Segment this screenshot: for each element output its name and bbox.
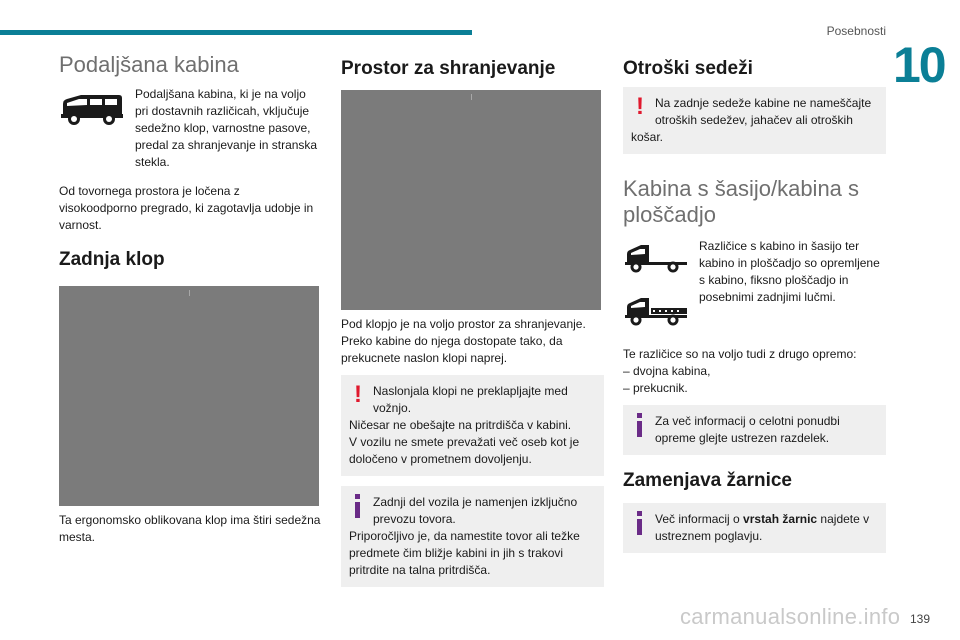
van-icon [59,92,125,133]
chapter-progress-bar [0,30,472,35]
chassis-cab-icon [623,242,689,276]
warning-line: Ničesar ne obešajte na pritrdišča v kabini. [349,418,572,432]
column-left [59,52,321,546]
chassis-cab-text: Različice s kabino in šasijo ter kabino in ploščadjo so opremljene s kabino, fiksno ploščadjo in posebnimi zadnjimi lučmi. [699,239,880,304]
info-rest: Priporočljivo je, da namestite tovor ali težke predmete čim bližje kabini in jih s trakovi pritrdite na talna pritrdišča. [349,529,580,577]
warning-icon: ! [636,93,644,120]
child-seats-warning [623,87,886,154]
child-seats-heading: Otroški sedeži [623,58,753,79]
warning-first-line: Naslonjala klopi ne preklapljajte med vožnjo. [373,384,568,415]
watermark: carmanualsonline.info [680,604,901,629]
warning-icon: ! [354,381,362,408]
variants-intro: Te različice so na voljo tudi z drugo opremo: [623,347,857,361]
info-text: Za več informacij o celotni ponudbi opreme glejte ustrezen razdelek. [655,414,840,445]
platform-truck-icon [623,295,689,329]
chassis-cab-block [623,239,886,334]
info-note [623,503,886,553]
storage-caption: Pod klopjo je na voljo prostor za shranjevanje. Preko kabine do njega dostopate tako, da prekucnete naslon klopi naprej. [341,317,586,365]
variant-item: – prekucnik. [623,381,688,395]
info-icon [636,511,644,540]
storage-photo [341,90,601,310]
bulb-types-link: vrstah žarnic [743,512,818,526]
warning-note [341,375,604,476]
warning-line: V vozilu ne smete prevažati več oseb kot je določeno v prometnem dovoljenju. [349,435,580,466]
info-note [623,405,886,455]
extended-cab-heading: Podaljšana kabina [59,52,239,77]
extended-cab-intro: Podaljšana kabina, ki je na voljo pri dostavnih različicah, vključuje sedežno klop, varnostne pasove, predal za shranjevanje in stranska stekla. [135,87,318,169]
rear-bench-caption: Ta ergonomsko oblikovana klop ima štiri sedežna mesta. [59,513,321,544]
column-right [623,52,886,553]
rear-bench-heading: Zadnja klop [59,249,165,270]
variant-item: – dvojna kabina, [623,364,711,378]
extended-cab-body: Od tovornega prostora je ločena z visokoodporno pregrado, ki zagotavlja udobje in varnost. [59,184,314,232]
column-middle [341,52,604,587]
page-number: 139 [909,612,930,626]
child-seats-warning-first: Na zadnje sedeže kabine ne nameščajte otroških sedežev, jahačev ali otroških [655,96,872,127]
storage-heading: Prostor za shranjevanje [341,58,556,79]
info-icon [354,494,362,523]
section-title: Posebnosti [826,24,886,38]
rear-bench-photo [59,286,319,506]
chassis-cab-heading: Kabina s šasijo/kabina s ploščadjo [623,176,860,227]
chassis-icons [623,242,689,334]
chapter-number: 10 [893,37,945,93]
info-note [341,486,604,587]
bulb-heading: Zamenjava žarnice [623,470,792,491]
bulb-info-text: Več informacij o vrstah žarnic najdete v ustreznem poglavju. [655,512,870,543]
extended-cab-block [59,87,321,171]
info-icon [636,413,644,442]
child-seats-warning-rest: košar. [631,130,664,144]
info-first-line: Zadnji del vozila je namenjen izključno prevozu tovora. [373,495,578,526]
